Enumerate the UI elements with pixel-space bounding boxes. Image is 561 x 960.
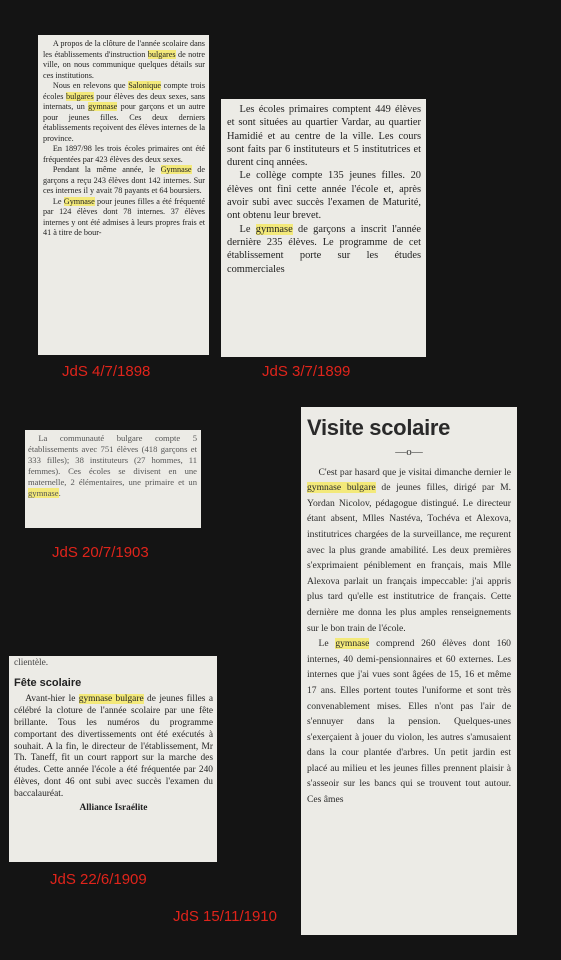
paragraph xyxy=(14,694,213,801)
highlighted-word: Salonique xyxy=(128,81,161,90)
clipping-body xyxy=(14,694,213,801)
text-run: pour élèves des deux sexes, sans internats, un xyxy=(43,91,205,111)
text-run: pour garçons et un autre pour jeunes filles. Ces deux derniers établissements reçoivent des élèves internes de la province. xyxy=(43,102,205,143)
text-run: Le xyxy=(52,196,64,206)
text-run: de jeunes filles a célébré la cloture de l'année scolaire par une fête brillante. Tous les numéros du programme comportant des divertissements ont été exécutés à souhait. A la fin, le directeur de l'établissement, Mr Th. Taneff, fit un court rapport sur la marche des études. Cette année l'école a été fréquentée par 240 élèves, dont 46 ont subi avec succès l'examen du baccalauréat. xyxy=(14,693,213,800)
paragraph xyxy=(43,197,205,239)
highlighted-word: bulgares xyxy=(147,49,176,59)
clipping-1909 xyxy=(9,656,217,862)
caption-1899: JdS 3/7/1899 xyxy=(262,363,351,380)
clipping-1910 xyxy=(301,407,517,935)
highlighted-word: bulgares xyxy=(65,91,94,101)
highlighted-word: Gymnase xyxy=(160,165,192,174)
paragraph xyxy=(227,103,421,169)
text-run: Le xyxy=(318,638,336,650)
clipping-next-heading: Alliance Israélite xyxy=(79,803,148,814)
paragraph xyxy=(307,465,511,637)
text-run: C'est par hasard que je visitai dimanche dernier le xyxy=(318,466,511,478)
paragraph xyxy=(43,165,205,197)
text-run: compte trois écoles xyxy=(43,81,206,101)
title-separator: —o— xyxy=(395,446,423,458)
caption-1903: JdS 20/7/1903 xyxy=(52,544,149,561)
highlighted-word: gymnase xyxy=(255,223,293,235)
clipping-1899 xyxy=(221,99,426,357)
highlighted-word: gymnase xyxy=(88,102,118,111)
highlighted-word: Gymnase xyxy=(63,196,95,206)
text-run: de jeunes filles, dirigé par M. Yordan Nicolov, pédagogue distingué. Le directeur étant absent, Mlles Nastéva, Tochéva et Alexova, institutrices chargées de la surveillance, me reçurent avec la plus grande amabilité. Les deux premières s'exprimaient péniblement en français, mais Mlle Alexova parlait un français impeccable: j'ai appris plus tard qu'elle est institutrice de français. Cette dernière me donna les plus amples renseignements sur le bon train de l'école. xyxy=(307,482,511,634)
clipping-body xyxy=(43,39,205,239)
paragraph xyxy=(307,636,511,808)
paragraph xyxy=(43,39,205,81)
highlighted-word: gymnase bulgare xyxy=(78,693,144,704)
paragraph xyxy=(28,433,197,499)
text-run: Nous en relevons que xyxy=(52,81,129,90)
text-run: pour jeunes filles a été fréquenté par 124 élèves dont 78 internes. 37 élèves internes y ont été admises à leurs propres frais et 41 à titre de bour- xyxy=(43,196,205,237)
text-run: de garçons a reçu 243 élèves dont 142 internes. Sur ces internes il y avait 78 payants et 64 boursiers. xyxy=(43,165,205,195)
caption-1910: JdS 15/11/1910 xyxy=(173,908,277,925)
clipping-1898 xyxy=(38,35,209,355)
text-run: En 1897/98 les trois écoles primaires ont été fréquentées par 423 élèves des deux sexes. xyxy=(43,144,205,164)
clipping-1903 xyxy=(25,430,201,528)
text-run: . xyxy=(58,488,61,498)
paragraph xyxy=(43,81,205,144)
caption-1898: JdS 4/7/1898 xyxy=(62,363,151,380)
clipping-body xyxy=(28,433,197,499)
highlighted-word: gymnase bulgare xyxy=(307,482,376,494)
text-run: comprend 260 élèves dont 160 internes, 40 demi-pensionnaires et 60 externes. Les internes que j'ai vues sont âgées de 15, 16 et même 17 ans. Elles portent toutes l'uniforme et sont très convenablement mises. Elles n'ont pas l'air de s'ennuyer dans la pension. Quelques-unes s'exerçaient à jouer du violon, les autres s'amusaient dans la cour plantée d'arbres. Un petit jardin est placé au milieu et les jeunes filles prennent plaisir à s'asseoir sur les bancs qui se trouvent tout autour. Ces âmes xyxy=(307,638,511,806)
paragraph xyxy=(43,144,205,165)
text-run: Avant-hier le xyxy=(25,693,79,704)
highlighted-word: gymnase xyxy=(335,638,370,650)
text-run: de notre ville, on nous communique quelques détails sur ces institutions. xyxy=(43,49,205,80)
clipping-pre-text: clientèle. xyxy=(14,658,49,668)
clipping-body xyxy=(307,465,511,808)
text-run: Pendant la même année, le xyxy=(52,165,161,174)
highlighted-word: gymnase xyxy=(28,488,59,498)
text-run: Les écoles primaires comptent 449 élèves et sont situées au quartier Vardar, au quartier Hamidié et au centre de la ville. Les cours sont faits par 6 instituteurs et 5 institutrices et durent cinq années. xyxy=(227,104,421,169)
caption-1909: JdS 22/6/1909 xyxy=(50,871,147,888)
text-run: de garçons a inscrit l'année dernière 235 élèves. Le programme de cet établissement porte sur les études commerciales xyxy=(227,223,421,275)
text-run: La communauté bulgare compte 5 établissements avec 751 élèves (418 garçons et 333 filles); 38 instituteurs (27 hommes, 11 femmes). Ces écoles se divisent en une maternelle, 2 élémentaires, une primaire et un xyxy=(28,433,197,487)
paragraph xyxy=(227,169,421,222)
text-run: Le xyxy=(239,223,256,235)
clipping-title: Fête scolaire xyxy=(14,676,82,689)
paragraph xyxy=(227,223,421,276)
text-run: A propos de la clôture de l'année scolaire dans les établissements d'instruction xyxy=(43,39,205,59)
clipping-body xyxy=(227,103,421,276)
clipping-title: Visite scolaire xyxy=(307,415,451,440)
text-run: Le collège compte 135 jeunes filles. 20 élèves ont fini cette année l'école et, après avoir subi avec succès l'examen de Maturité, ont obtenu leur brevet. xyxy=(227,170,421,222)
